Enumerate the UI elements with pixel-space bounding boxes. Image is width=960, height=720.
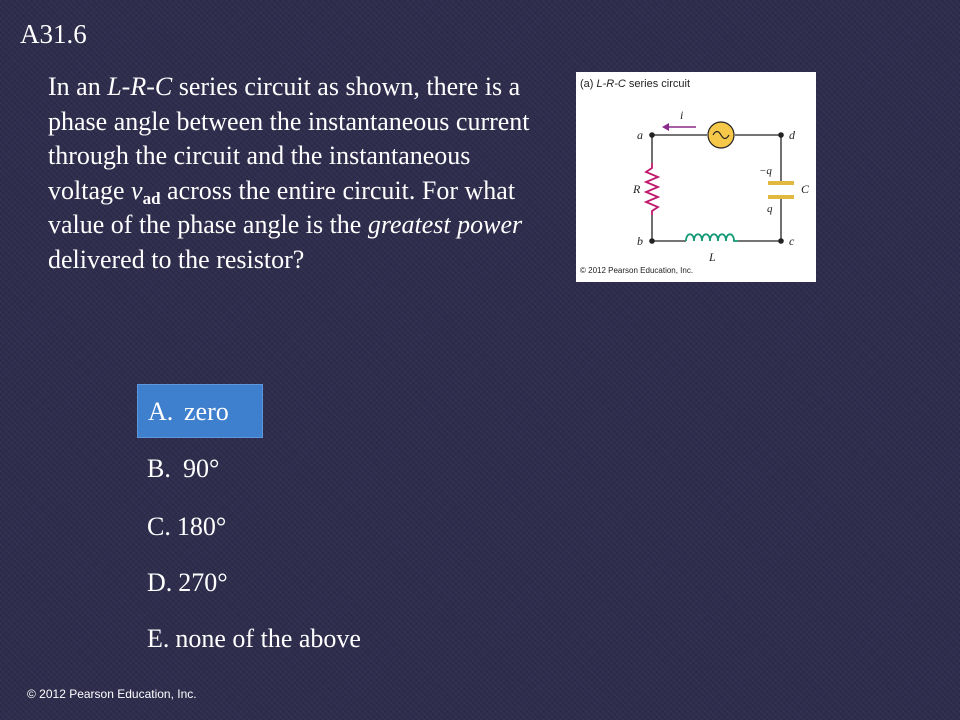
label-c-capacitor: C	[801, 182, 810, 196]
ac-source-icon	[708, 122, 734, 148]
label-l: L	[709, 250, 716, 264]
figure-copyright: © 2012 Pearson Education, Inc.	[580, 266, 694, 275]
capacitor-icon	[768, 181, 794, 199]
choice-d[interactable]: D. 270°	[147, 568, 228, 597]
resistor-icon	[646, 163, 658, 215]
choice-a[interactable]: A. zero	[137, 384, 263, 438]
footer-copyright: © 2012 Pearson Education, Inc.	[27, 687, 197, 701]
choice-b[interactable]: B. 90°	[147, 454, 220, 483]
circuit-diagram	[576, 72, 816, 282]
label-q: q	[767, 203, 773, 215]
current-arrow-icon	[662, 123, 696, 131]
node-label-a: a	[637, 128, 643, 142]
choice-c[interactable]: C. 180°	[147, 512, 227, 541]
label-minus-q: −q	[759, 165, 772, 177]
circuit-figure	[576, 72, 816, 282]
node-label-b: b	[637, 234, 643, 248]
slide-id: A31.6	[20, 19, 87, 49]
circuit-nodes	[649, 132, 784, 244]
inductor-icon	[686, 234, 738, 241]
choice-e[interactable]: E. none of the above	[147, 624, 361, 653]
circuit-wires	[652, 135, 781, 241]
node-label-d: d	[789, 128, 795, 142]
figure-caption: (a) L-R-C series circuit	[580, 78, 691, 90]
label-i: i	[680, 108, 684, 122]
node-label-c: c	[789, 234, 795, 248]
label-r: R	[633, 182, 641, 196]
question-text: In an L-R-C series circuit as shown, there is a phase angle between the instantaneous current through the circuit and the instantaneous voltage $v_{ad}$ across the entire circuit. For what value of the phase angle is the greatest power delivered to the resistor?	[48, 72, 530, 274]
